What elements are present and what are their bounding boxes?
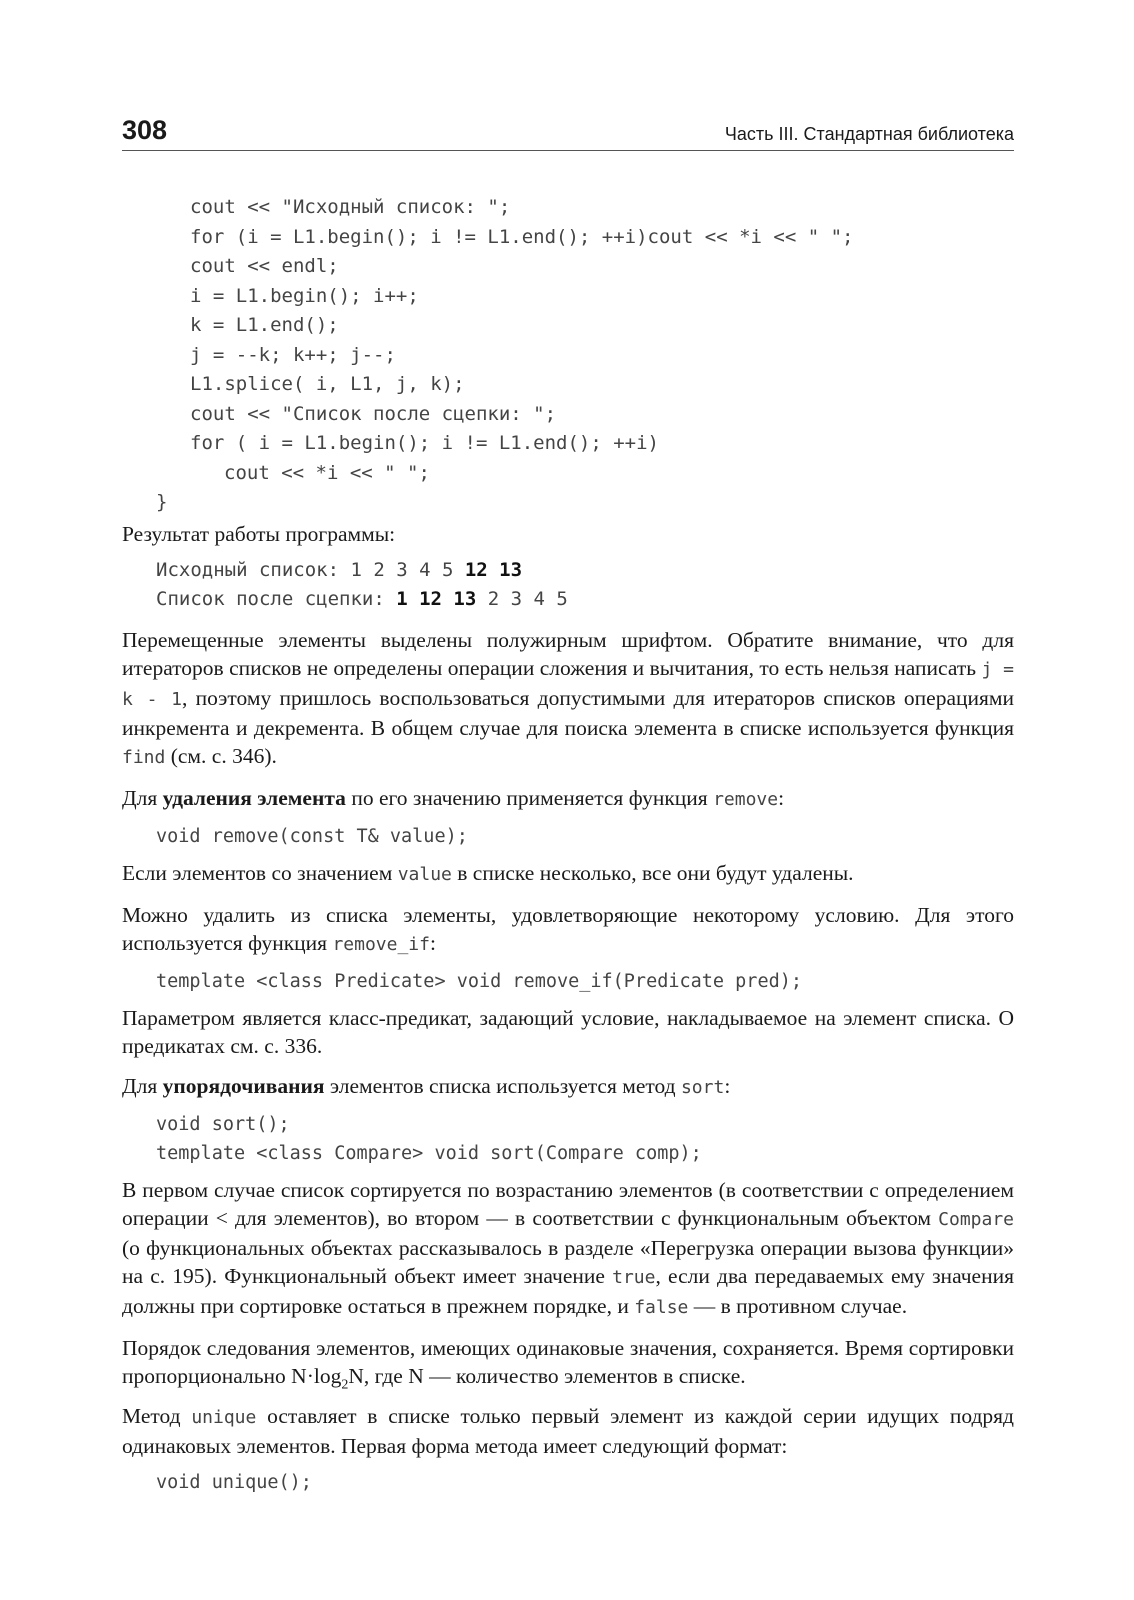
paragraph: Для упорядочивания элементов списка используется метод sort: <box>122 1073 731 1098</box>
code-prototype: template <class Predicate> void remove_if(Predicate pred); <box>156 970 803 992</box>
code-prototype: void unique(); <box>156 1471 312 1493</box>
code-line: cout << "Список после сцепки: "; <box>190 402 557 425</box>
code-line: L1.splice( i, L1, j, k); <box>190 373 465 395</box>
page-header <box>122 104 1014 151</box>
paragraph: Если элементов со значением value в списке несколько, все они будут удалены. <box>122 860 854 885</box>
page <box>122 104 1014 1497</box>
paragraph: Метод unique оставляет в списке только первый элемент из каждой серии идущих подряд одинаковых элементов. Первая форма метода имеет следующий формат: <box>122 1403 1014 1458</box>
code-line: cout << *i << " "; <box>224 461 430 484</box>
paragraph: Параметром является класс-предикат, задающий условие, накладываемое на элемент списка. О предикатах см. с. 336. <box>122 1005 1014 1058</box>
paragraph: Для удаления элемента по его значению применяется функция remove: <box>122 785 785 810</box>
code-line: cout << endl; <box>190 255 339 277</box>
output-line-2: Список после сцепки: 1 12 13 2 3 4 5 <box>156 587 568 610</box>
code-line: j = --k; k++; j--; <box>190 343 396 366</box>
output-line-1: Исходный список: 1 2 3 4 5 12 13 <box>156 558 523 581</box>
paragraph: Перемещенные элементы выделены полужирным шрифтом. Обратите внимание, что для итераторов списков не определены операции сложения и вычитания, то есть нельзя написать j = k - 1, поэтому пришлось воспользоваться допустимыми для итераторов списков операциями инкремента и декремента. В общем случае для поиска элемента в списке используется функция find (см. с. 346). <box>122 627 1015 768</box>
page-number: 308 <box>122 115 168 145</box>
code-prototype: template <class Compare> void sort(Compare comp); <box>156 1142 702 1164</box>
code-listing <box>122 193 1014 518</box>
code-prototype: void sort(); <box>156 1113 290 1135</box>
paragraph: В первом случае список сортируется по возрастанию элементов (в соответствии с определением операции < для элементов), во втором — в соответствии с функциональным объектом Compare (о функциональных объектах рассказывалось в разделе «Перегрузка операции вызова функции» на с. 195). Функциональный объект имеет значение true, если два передаваемых ему значения должны при сортировке остаться в прежнем порядке, и false — в противном случае. <box>122 1177 1015 1318</box>
result-heading: Результат работы программы: <box>122 521 396 546</box>
paragraph: Можно удалить из списка элементы, удовлетворяющие некоторому условию. Для этого используется функция remove_if: <box>122 902 1014 955</box>
paragraph: Порядок следования элементов, имеющих одинаковые значения, сохраняется. Время сортировки пропорционально $N\cdot\log_2N$, где N — количество элементов в списке. <box>122 1335 1014 1392</box>
code-prototype: void remove(const T& value); <box>156 825 468 847</box>
code-line: cout << "Исходный список: "; <box>190 196 511 218</box>
code-line: i = L1.begin(); i++; <box>190 284 419 307</box>
code-line: k = L1.end(); <box>190 314 339 336</box>
code-line: for ( i = L1.begin(); i != L1.end(); ++i) <box>190 432 659 454</box>
running-title: Часть III. Стандартная библиотека <box>724 124 1014 144</box>
code-line: } <box>156 491 168 513</box>
code-line: for (i = L1.begin(); i != L1.end(); ++i)cout << *i << " "; <box>190 225 854 248</box>
